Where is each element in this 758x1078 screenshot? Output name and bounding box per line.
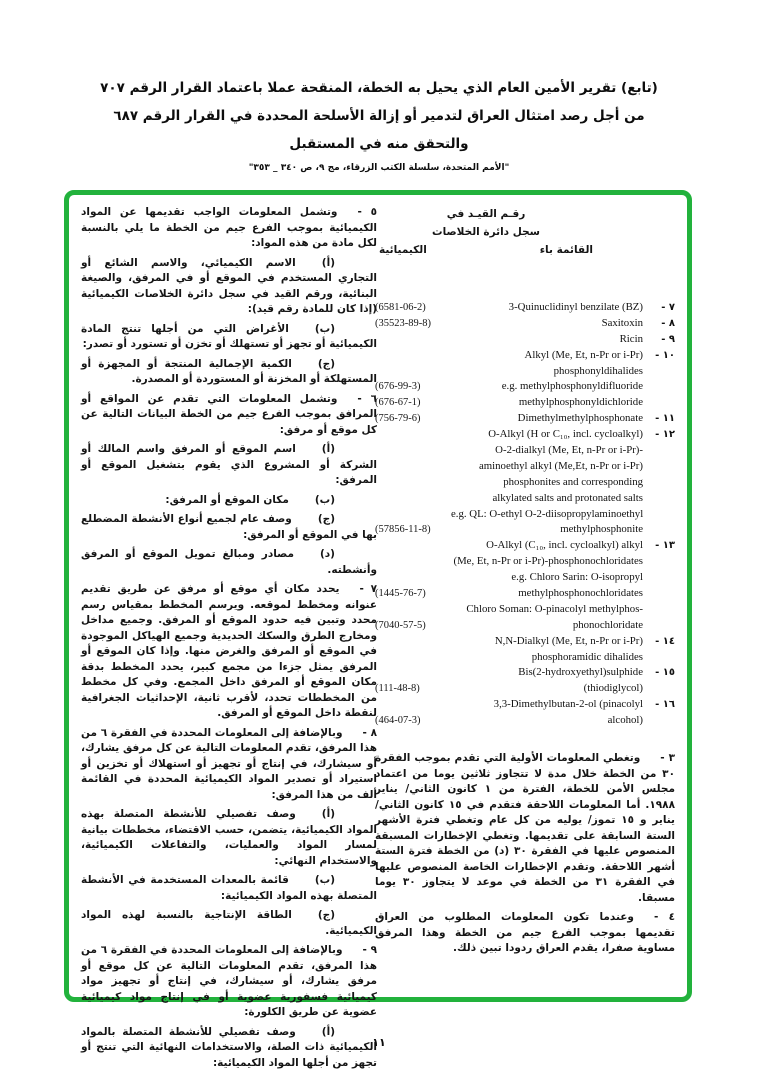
chemical-row — [375, 476, 675, 492]
arabic-tail-paragraphs — [375, 751, 675, 961]
paragraph-marker: (ج) — [317, 513, 335, 525]
chemical-row — [375, 460, 675, 476]
paragraph — [81, 807, 377, 869]
chemical-row — [375, 444, 675, 460]
chemical-row — [375, 603, 675, 619]
paragraph-marker: ٨ - — [362, 726, 378, 739]
paragraph-marker: (ج) — [317, 357, 335, 370]
chemical-name: methylphosphonochloridates — [518, 587, 643, 600]
paragraph-text: مكان الموقع أو المرفق: — [165, 493, 289, 506]
chemical-row — [375, 635, 675, 651]
paragraph-text: وتشمل المعلومات التي تقدم عن المواقع أو المرافق بموجب الفرع جيم من الخطة البيانات التالية عن كل موقع أو مرفق: — [81, 392, 377, 436]
paragraph — [81, 493, 377, 509]
annotation-highlight-box — [64, 190, 692, 1069]
paragraph-text: وتشمل المعلومات الواجب تقديمها عن المواد الكيميائية بموجب الفرع جيم من الخطة ما يلي بالنسبة لكل مادة من هذه المواد: — [81, 206, 377, 249]
chemical-name: Alkyl (Me, Et, n-Pr or i-Pr) — [524, 348, 643, 361]
chemical-name: Saxitoxin — [601, 316, 643, 329]
paragraph-text: الطاقة الإنتاجية بالنسبة لهذه المواد الكيميائية. — [81, 909, 377, 937]
cas-number: (35523-89-8) — [375, 317, 431, 329]
chemical-name: e.g. Chloro Sarin: O-isopropyl — [511, 571, 643, 584]
item-number: - ١٤ — [655, 635, 675, 647]
chemical-row — [375, 555, 675, 571]
paragraph-text: يحدد مكان أي موقع أو مرفق عن طريق تقديم عنوانه ومخطط لموقعه. ويرسم المخطط بمقياس رسم محدد وتبين فيه حدود الموقع أو المرفق. وجميع مداخل ومخارج الطرق والسكك الحديدية وجميع الهياكل الموجودة في الموقع أو المرفق والغرض منها. وإذا كان الموقع أو المرفق يمثل جزءا من مجمع كبير، يحدد المخطط بدقة مكان الموقع أو المرفق داخل المجمع. وفي كل مخطط من المخططات تحدد، لأقرب ثانية، الإحداثيات الجغرافية لنقطة داخل الموقع أو المرفق. — [81, 583, 377, 719]
chemical-row — [375, 492, 675, 508]
chemical-name: (thiodiglycol) — [583, 682, 643, 695]
chemical-name: methylphosphonyldichloride — [518, 396, 643, 409]
chemical-name: O-Alkyl (H or C₁₀, incl. cycloalkyl) — [488, 428, 643, 441]
paragraph — [81, 726, 377, 804]
page-number: ١١ — [372, 1036, 386, 1049]
paragraph-marker: ٩ - — [362, 944, 378, 956]
title-line-3: والتحقق منه في المستقبل — [289, 136, 469, 152]
item-number: - ٨ — [661, 317, 675, 329]
paragraph — [81, 322, 377, 353]
cas-header-line-2: سجل دائرة الخلاصات — [432, 226, 540, 238]
chemical-name: 3,3-Dimethylbutan-2-ol (pinacolyl — [493, 698, 643, 711]
chemical-row — [375, 698, 675, 714]
paragraph-marker: (أ) — [321, 256, 335, 269]
cas-number: (1445-76-7) — [375, 588, 426, 600]
paragraph-text: الأغراض التي من أجلها تنتج المادة الكيميائية أو تجهز أو تستهلك أو تخزن أو تستورد أو تصدر: — [81, 322, 377, 350]
paragraph-marker: (ب) — [314, 493, 335, 506]
paragraph — [81, 205, 377, 252]
chemical-row — [375, 428, 675, 444]
title-line-2: من أجل رصد امتثال العراق لتدمير أو إزالة الأسلحة المحددة في القرار الرقم ٦٨٧ — [113, 108, 645, 124]
cas-number: (676-67-1) — [375, 397, 421, 409]
paragraph — [81, 442, 377, 489]
chemical-row — [375, 571, 675, 587]
item-number: - ١١ — [655, 413, 675, 425]
item-number: - ١٠ — [655, 349, 675, 361]
paragraph-text: وبالإضافة إلى المعلومات المحددة في الفقرة ٦ من هذا المرفق، تقدم المعلومات التالية عن كل مرفق يشارك، أو سيشارك، في إنتاج أو تجهيز أو استهلاك أو تخزين أو استيراد أو تصدير المواد الكيميائية المحددة في القائمة ألف من هذا المرفق: — [81, 726, 377, 801]
paragraph — [81, 873, 377, 904]
paragraph-marker: ٤ - — [653, 911, 675, 923]
chemical-row — [375, 365, 675, 381]
item-number: - ١٣ — [655, 540, 675, 552]
chemical-name: alcohol) — [607, 714, 643, 727]
chemical-name: O-Alkyl (C₁₀, incl. cycloalkyl) alkyl — [486, 539, 643, 552]
chemical-row — [375, 651, 675, 667]
paragraph — [81, 392, 377, 439]
chemical-name: aminoethyl alkyl (Me,Et, n-Pr or i-Pr) — [478, 459, 643, 472]
chemical-name: methylphosphonite — [560, 523, 643, 536]
paragraph — [81, 582, 377, 722]
chemical-row — [375, 412, 675, 428]
chemical-row — [375, 619, 675, 635]
cas-number: (7040-57-5) — [375, 619, 426, 631]
chemical-row — [375, 301, 675, 317]
paragraph-text: وصف تفصيلي للأنشطة المتصلة بالمواد الكيميائية ذات الصلة، والاستخدامات النهائية التي تنتج أو تجهز من أجلها المواد الكيميائية: — [81, 1025, 377, 1069]
paragraph-marker: ٦ - — [357, 392, 377, 405]
item-number: - ٩ — [661, 333, 675, 345]
source-note: "الأمم المتحدة، سلسلة الكتب الزرقاء، مج ٩، ص ٣٤٠ _ ٣٥٣" — [248, 163, 510, 173]
cas-number: (6581-06-2) — [375, 302, 426, 313]
item-number: - ١٢ — [655, 429, 675, 441]
paragraph-text: الاسم الكيميائي، والاسم الشائع أو التجاري المستخدم في الموقع أو في المرفق، والصيغة البنائية، ورقم القيد في سجل دائرة الخلاصات الكيميائية (إذا كان للمادة رقم قيد): — [81, 256, 377, 315]
cas-header-line-1: رقـم القيـد في — [446, 208, 526, 220]
chemical-row — [375, 523, 675, 539]
item-number: - ١٦ — [655, 699, 675, 711]
chemical-name: e.g. methylphosphonyldifluoride — [501, 380, 643, 393]
chemical-name: phonochloridate — [572, 618, 643, 631]
paragraph — [81, 512, 377, 543]
chemical-row — [375, 349, 675, 365]
cas-number: (756-79-6) — [375, 413, 421, 425]
chemical-row — [375, 396, 675, 412]
arabic-text-column — [81, 205, 377, 1075]
paragraph-text: وصف عام لجميع أنواع الأنشطة المضطلع بها في الموقع أو المرفق: — [81, 513, 377, 541]
list-b-label: القائمة باء — [539, 244, 593, 256]
chemical-name: Bis(2-hydroxyethyl)sulphide — [518, 666, 643, 679]
paragraph-marker: ٥ - — [357, 206, 377, 218]
paragraph-marker: (ب) — [314, 322, 335, 335]
item-number: - ١٥ — [655, 667, 675, 679]
cas-registry-header — [379, 205, 593, 259]
chemical-name: Dimethylmethylphosphonate — [517, 412, 643, 425]
paragraph-marker: (د) — [320, 548, 335, 560]
paragraph — [81, 256, 377, 318]
paragraph-marker: ٣ - — [660, 752, 675, 764]
paragraph-text: وعندما تكون المعلومات المطلوب من العراق تقديمها بموجب الفرع جيم من الخطة وهذا المرفق مساوية صفرا، يقدم العراق ردودا تبين ذلك. — [375, 911, 675, 954]
cas-header-line-3: الكيميائية — [379, 244, 427, 256]
chemical-name: e.g. QL: O-ethyl O-2-diisopropylaminoethyl — [451, 507, 644, 520]
chemical-name: 3-Quinuclidinyl benzilate (BZ) — [508, 301, 643, 313]
chemical-name: phosphonyldihalides — [553, 364, 643, 377]
paragraph-text: وتغطي المعلومات الأولية التي تقدم بموجب الفقرة ٣٠ من الخطة خلال مدة لا تتجاوز ثلاثين يوما من اعتماد مجلس الأمن للخطة، الفترة من ١ كانون الثاني/ يناير ١٩٨٨. أما المعلومات اللاحقة فتقدم في ١٥ كانون الثاني/ يناير و ١٥ تموز/ يوليه من كل عام وتغطي فترة الأشهر الستة السابقة على تقديمها. وتغطي الإخطارات المسبقة المنصوص عليها في الفقرة ٣٠ (د) من الخطة فترة الستة أشهر اللاحقة. وتقدم الإخطارات الخاصة المنصوص عليها في الفقرة ٣١ من الخطة في موعد لا يتجاوز ٣٠ يوما مسبقا. — [375, 752, 676, 904]
paragraph — [375, 751, 675, 906]
paragraph — [375, 910, 675, 957]
paragraph-text: الكمية الإجمالية المنتجة أو المجهزة أو المستهلكة أو المخزنة أو المستوردة أو المصدرة. — [81, 357, 377, 385]
item-number: - ٧ — [661, 302, 675, 313]
chemical-row — [375, 666, 675, 682]
chemical-name: alkylated salts and protonated salts — [492, 491, 643, 504]
paragraph-marker: (أ) — [321, 1025, 335, 1038]
cas-number: (464-07-3) — [375, 715, 421, 727]
chemical-row — [375, 682, 675, 698]
paragraph-text: قائمة بالمعدات المستخدمة في الأنشطة المتصلة بهذه المواد الكيميائية: — [81, 874, 377, 902]
paragraph-text: وصف تفصيلي للأنشطة المتصلة بهذه المواد الكيميائية، يتضمن، حسب الاقتضاء، مخططات بيانية لمسار المواد والعمليات، والتفاعلات الكيميائية، والاستخدام النهائي: — [81, 808, 377, 867]
paragraph — [81, 908, 377, 939]
paragraph-text: اسم الموقع أو المرفق واسم المالك أو الشركة أو المشروع الذي يقوم بتشغيل الموقع أو المرفق: — [81, 443, 377, 486]
chemical-name: phosphoramidic dihalides — [531, 650, 643, 663]
title-line-1: (تابع) تقرير الأمين العام الذي يحيل به الخطة، المنقحة عملا باعتماد القرار الرقم ٧٠٧ — [100, 80, 658, 96]
paragraph-marker: (ج) — [317, 909, 335, 921]
paragraph — [81, 943, 377, 1021]
chemical-name: Ricin — [619, 332, 643, 345]
paragraph-marker: (ب) — [314, 874, 335, 886]
chemical-row — [375, 587, 675, 603]
document-title — [40, 74, 718, 173]
chemical-name: phosphonites and corresponding — [503, 475, 643, 488]
paragraph — [81, 547, 377, 578]
chemical-name: N,N-Dialkyl (Me, Et, n-Pr or i-Pr) — [494, 634, 643, 647]
chemical-row — [375, 333, 675, 349]
paragraph — [81, 357, 377, 388]
chemical-name: (Me, Et, n-Pr or i-Pr)-phosphonochloridates — [453, 555, 643, 568]
chemical-name: Chloro Soman: O-pinacolyl methylphos- — [466, 602, 643, 615]
chemical-name: O-2-dialkyl (Me, Et, n-Pr or i-Pr)- — [495, 444, 643, 457]
paragraph-marker: (أ) — [321, 443, 335, 455]
paragraph-text: مصادر ومبالغ تمويل الموقع أو المرفق وأنشطته. — [81, 548, 377, 576]
paragraph-marker: (أ) — [321, 808, 335, 820]
cas-number: (111-48-8) — [375, 683, 420, 695]
cas-number: (676-99-3) — [375, 381, 421, 393]
chemical-row — [375, 714, 675, 730]
chemical-row — [375, 508, 675, 524]
cas-number: (57856-11-8) — [375, 524, 431, 536]
chemical-entries — [375, 301, 675, 730]
chemical-row — [375, 539, 675, 555]
chemical-row — [375, 380, 675, 396]
paragraph-text: وبالإضافة إلى المعلومات المحددة في الفقرة ٦ من هذا المرفق، تقدم المعلومات التالية عن كل موقع أو مرفق يشارك، أو سيشارك، في إنتاج أو تجهيز مواد كيميائية فسفورية عضوية أو في إنتاج مواد كيميائية عضوية عن طريق الكلورة: — [81, 944, 377, 1018]
paragraph-marker: ٧ - — [359, 583, 378, 595]
chemical-row — [375, 317, 675, 333]
